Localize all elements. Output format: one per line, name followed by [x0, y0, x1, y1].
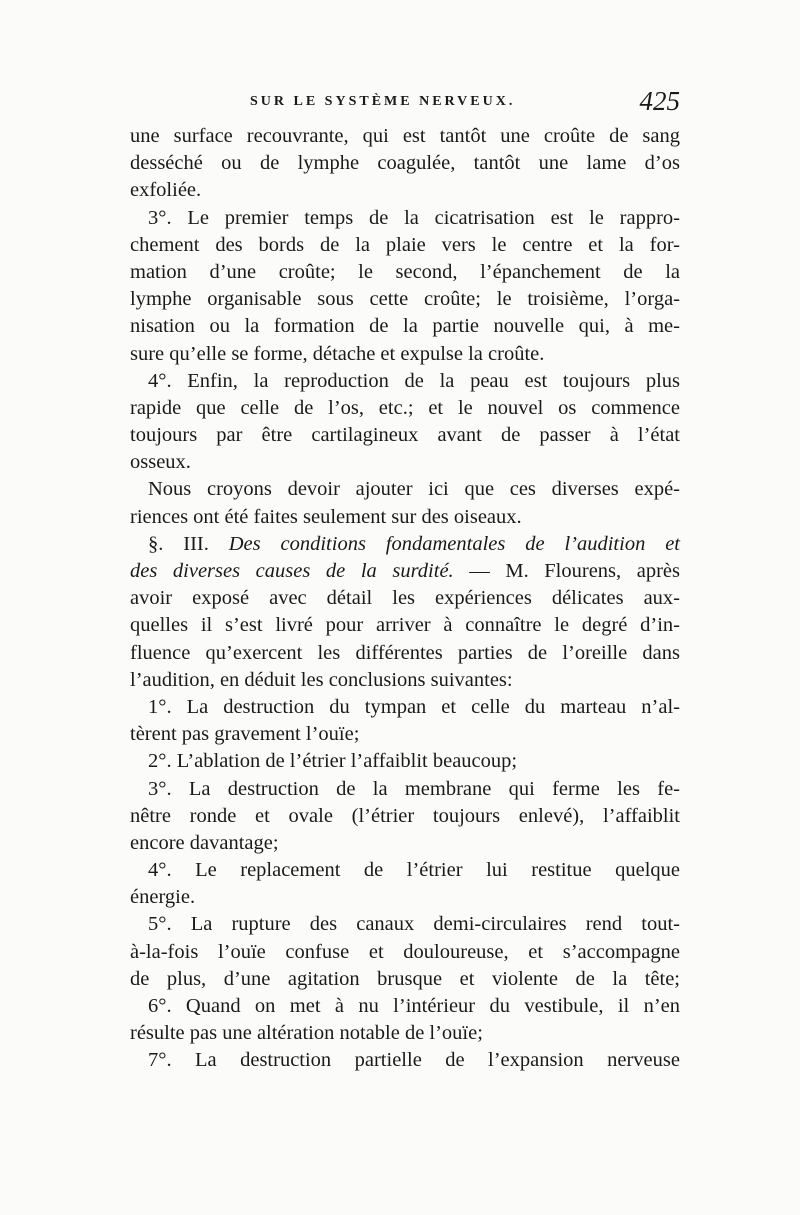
text-line: 4°. Le replacement de l’étrier lui restitue quelque: [148, 859, 680, 882]
text-line: lymphe organisable sous cette croûte; le troisième, l’orga-: [130, 288, 680, 311]
text-line: mation d’une croûte; le second, l’épanchement de la: [130, 260, 680, 283]
body-text: [130, 123, 680, 1075]
text-line: exfoliée.: [130, 179, 202, 202]
text-line: 3°. Le premier temps de la cicatrisation est le rappro-: [148, 206, 680, 229]
text-line: fluence qu’exercent les différentes parties de l’oreille dans: [130, 641, 680, 664]
text-line: des diverses causes de la surdité. — M. Flourens, après: [130, 560, 680, 582]
text-line: rapide que celle de l’os, etc.; et le nouvel os commence: [130, 396, 680, 419]
text-line: résulte pas une altération notable de l’ouïe;: [130, 1022, 483, 1045]
text-line: à-la-fois l’ouïe confuse et douloureuse, et s’accompagne: [130, 940, 680, 963]
page-number: 425: [639, 86, 680, 116]
text-line: chement des bords de la plaie vers le centre et la for-: [130, 233, 680, 256]
page-header: [130, 86, 680, 124]
running-head: SUR LE SYSTÈME NERVEUX.: [250, 94, 516, 109]
text-line: tèrent pas gravement l’ouïe;: [130, 723, 360, 746]
text-line: l’audition, en déduit les conclusions suivantes:: [130, 668, 513, 691]
text-line: 7°. La destruction partielle de l’expansion nerveuse: [148, 1049, 680, 1072]
text-line: sure qu’elle se forme, détache et expulse la croûte.: [130, 342, 545, 365]
text-line: riences ont été faites seulement sur des oiseaux.: [130, 505, 522, 528]
text-line: 2°. L’ablation de l’étrier l’affaiblit beaucoup;: [148, 750, 518, 773]
text-line: avoir exposé avec détail les expériences délicates aux-: [130, 587, 680, 610]
text-line: une surface recouvrante, qui est tantôt une croûte de sang: [130, 125, 680, 147]
text-line: 1°. La destruction du tympan et celle du marteau n’al-: [148, 695, 680, 718]
text-line: 6°. Quand on met à nu l’intérieur du vestibule, il n’en: [148, 995, 680, 1017]
text-line: énergie.: [130, 886, 196, 909]
text-line: nêtre ronde et ovale (l’étrier toujours enlevé), l’affaiblit: [130, 804, 680, 827]
text-line: toujours par être cartilagineux avant de passer à l’état: [130, 424, 680, 447]
text-line: de plus, d’une agitation brusque et violente de la tête;: [130, 967, 680, 990]
text-line: 4°. Enfin, la reproduction de la peau est toujours plus: [148, 369, 680, 392]
text-line: §. III. Des conditions fondamentales de l’audition et: [148, 532, 680, 555]
text-line: 3°. La destruction de la membrane qui ferme les fe-: [148, 777, 680, 800]
text-line: nisation ou la formation de la partie nouvelle qui, à me-: [130, 315, 680, 338]
text-line: quelles il s’est livré pour arriver à connaître le degré d’in-: [130, 614, 680, 637]
text-line: osseux.: [130, 451, 191, 474]
text-line: desséché ou de lymphe coagulée, tantôt une lame d’os: [130, 152, 680, 175]
text-line: encore davantage;: [130, 831, 279, 854]
text-line: Nous croyons devoir ajouter ici que ces diverses expé-: [148, 478, 680, 501]
text-line: 5°. La rupture des canaux demi-circulaires rend tout-: [148, 913, 680, 936]
